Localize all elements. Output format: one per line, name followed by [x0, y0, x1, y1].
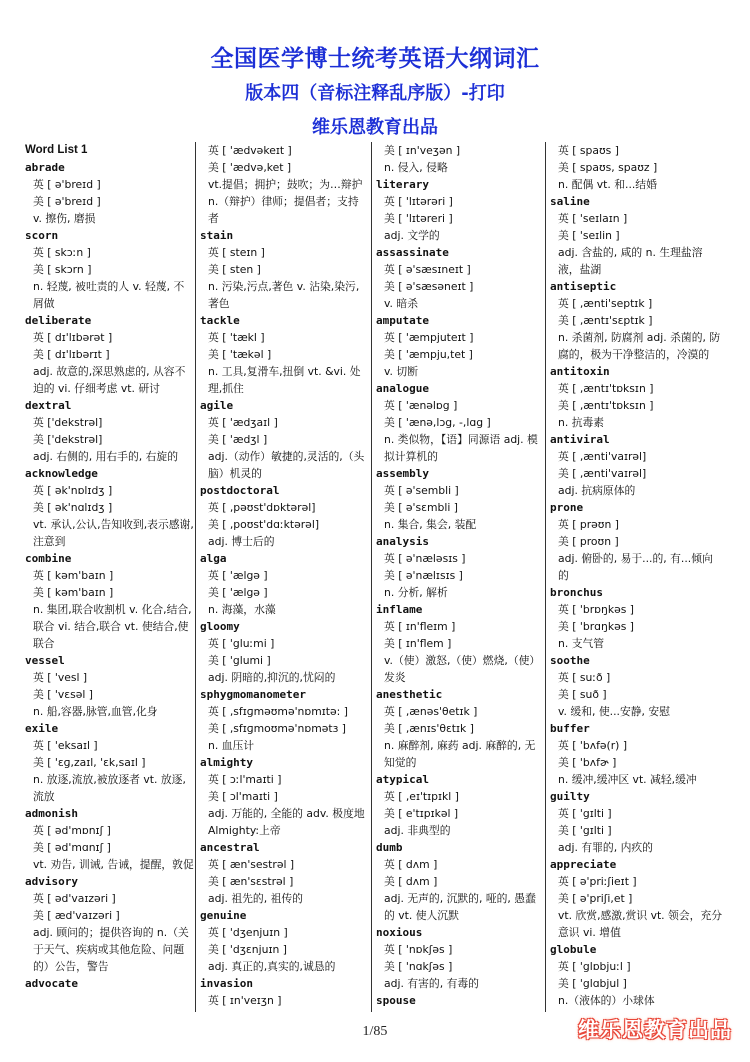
- headword: bronchus: [550, 586, 603, 599]
- entry-line: v. 擦伤, 磨损: [33, 212, 96, 225]
- entry-line: adj. 文学的: [384, 229, 440, 242]
- headword: postdoctoral: [200, 484, 280, 497]
- entry-line: 美 [ 'seɪlin ]: [558, 229, 620, 242]
- entry-line: 美 [ ,poʊst'dɑːktərəl]: [208, 518, 320, 531]
- entry-line: 英 [ 'æmpjuteɪt ]: [384, 331, 474, 344]
- entry-line: adj. 真正的,真实的,诚恳的: [208, 960, 336, 973]
- entry-line: adj. 含盐的, 咸的 n. 生理盐溶液，盐湖: [558, 246, 703, 276]
- entry-line: 美 [ skɔrn ]: [33, 263, 92, 276]
- entry-line: 美 [ ə'sɛmbli ]: [384, 501, 458, 514]
- entry-line: 美 ['dekstrəl]: [33, 433, 103, 446]
- entry-line: 英 [ 'gɪlti ]: [558, 807, 612, 820]
- headword: scorn: [25, 229, 59, 242]
- entry-line: vt.提倡；拥护；鼓吹；为…辩护 n.（辩护）律师；提倡者；支持者: [208, 178, 363, 225]
- entry-line: 英 [ 'dʒenjuɪn ]: [208, 926, 288, 939]
- entry-line: adj. 有罪的, 内疚的: [558, 841, 653, 854]
- entry-line: adj. 无声的, 沉默的, 哑的, 愚蠢的 vt. 使人沉默: [384, 892, 536, 922]
- entry-line: 英 [ prəʊn ]: [558, 518, 619, 531]
- entry-line: 美 [ 'ædvə,ket ]: [208, 161, 292, 174]
- headword: antitoxin: [550, 365, 610, 378]
- entry-line: adj. 万能的, 全能的 adv. 极度地 Almighty:上帝: [208, 807, 365, 837]
- entry-line: 英 [ ,sfɪɡməʊmə'nɒmɪtə: ]: [208, 705, 348, 718]
- entry-line: 美 [ æn'sɛstrəl ]: [208, 875, 294, 888]
- entry-line: 美 [ əd'mɑnɪʃ ]: [33, 841, 111, 854]
- vocab-column-3: [376, 142, 546, 1014]
- entry-line: 美 [ 'dʒɛnjuɪn ]: [208, 943, 287, 956]
- entry-line: 美 [ 'glumi ]: [208, 654, 271, 667]
- headword: appreciate: [550, 858, 617, 871]
- entry-line: 美 [ dɪ'lɪbərɪt ]: [33, 348, 110, 361]
- entry-line: n. 麻醉剂, 麻药 adj. 麻醉的, 无知觉的: [384, 739, 536, 769]
- entry-line: 美 [ 'bʌfɚ ]: [558, 756, 617, 769]
- headword: buffer: [550, 722, 590, 735]
- entry-line: 美 [ 'brɑŋkəs ]: [558, 620, 634, 633]
- entry-line: n. 船,容器,脉管,血管,化身: [33, 705, 158, 718]
- entry-line: 美 [ e'tɪpɪkəl ]: [384, 807, 459, 820]
- entry-line: 英 [ ,ænti'septɪk ]: [558, 297, 653, 310]
- entry-line: 英 [ əd'mɒnɪʃ ]: [33, 824, 111, 837]
- entry-line: 英 ['dekstrəl]: [33, 416, 103, 429]
- entry-line: n. 轻蔑, 被吐责的人 v. 轻蔑, 不屑做: [33, 280, 185, 310]
- entry-line: 英 [ əd'vaɪzəri ]: [33, 892, 116, 905]
- entry-line: 英 [ ,æntɪ'tɒksɪn ]: [558, 382, 654, 395]
- entry-line: 美 [ 'ælgə ]: [208, 586, 268, 599]
- entry-line: 美 [ 'vɛsəl ]: [33, 688, 93, 701]
- vocab-column-4: [550, 142, 723, 1014]
- entry-line: n. 集团,联合收割机 v. 化合,结合,联合 vi. 结合,联合 vt. 使结合,使联合: [33, 603, 192, 650]
- headword: agile: [200, 399, 234, 412]
- entry-line: 美 [ ,æntɪ'tɒksɪn ]: [558, 399, 654, 412]
- entry-line: 美 [ ɔl'maɪti ]: [208, 790, 278, 803]
- headword: saline: [550, 195, 590, 208]
- entry-line: 美 [ ə'sæsəneɪt ]: [384, 280, 474, 293]
- entry-line: 英 [ 'nɒkʃəs ]: [384, 943, 453, 956]
- entry-line: 英 [ 'seɪlaɪn ]: [558, 212, 628, 225]
- entry-line: 美 [ 'ænə,lɔg, -,lɑg ]: [384, 416, 491, 429]
- document-header: [0, 44, 750, 142]
- entry-line: 英 [ 'ædʒaɪl ]: [208, 416, 278, 429]
- entry-line: n. 海藻，水藻: [208, 603, 276, 616]
- headword: vessel: [25, 654, 65, 667]
- headword: analysis: [376, 535, 429, 548]
- entry-line: 美 [ ɪn'flem ]: [384, 637, 452, 650]
- entry-line: 英 [ 'tækl ]: [208, 331, 265, 344]
- entry-line: 英 [ ɪn'fleɪm ]: [384, 620, 456, 633]
- entry-line: 美 [ 'tækəl ]: [208, 348, 272, 361]
- entry-line: adj. 顾问的；提供咨询的 n.（关于天气、疾病或其他危险、问题的）公告，警告: [33, 926, 189, 973]
- entry-line: 美 [ ək'nɑlɪdʒ ]: [33, 501, 113, 514]
- entry-line: n. 配偶 vt. 和...结婚: [558, 178, 657, 191]
- headword: almighty: [200, 756, 253, 769]
- entry-line: 英 [ ə'priːʃieɪt ]: [558, 875, 637, 888]
- entry-line: 美 [ ,ænɪs'θɛtɪk ]: [384, 722, 474, 735]
- entry-line: 英 [ 'lɪtərəri ]: [384, 195, 453, 208]
- word-list-title: Word List 1: [25, 144, 88, 156]
- entry-line: 美 [ suð ]: [558, 688, 607, 701]
- entry-line: 美 [ 'glɑbjul ]: [558, 977, 627, 990]
- entry-line: adj. 故意的,深思熟虑的, 从容不迫的 vi. 仔细考虑 vt. 研讨: [33, 365, 186, 395]
- entry-line: 英 [ 'vesl ]: [33, 671, 88, 684]
- headword: advisory: [25, 875, 78, 888]
- headword: tackle: [200, 314, 240, 327]
- headword: exile: [25, 722, 59, 735]
- entry-line: 英 [ spaʊs ]: [558, 144, 619, 157]
- entry-line: 英 [ 'eksaɪl ]: [33, 739, 98, 752]
- headword: advocate: [25, 977, 78, 990]
- entry-line: 美 [ ,æntɪ'sɛptɪk ]: [558, 314, 653, 327]
- entry-line: 英 [ ə'sæsɪneɪt ]: [384, 263, 471, 276]
- headword: noxious: [376, 926, 423, 939]
- entry-line: 英 [ ,eɪ'tɪpɪkl ]: [384, 790, 459, 803]
- entry-line: n. 工具,复滑车,扭倒 vt. &vi. 处理,抓住: [208, 365, 361, 395]
- entry-line: v.（使）激怒,（使）燃烧,（使）发炎: [384, 654, 541, 684]
- headword: alga: [200, 552, 227, 565]
- headword: globule: [550, 943, 597, 956]
- entry-line: vt. 欣赏,感激,赏识 vt. 领会，充分意识 vi. 增值: [558, 909, 723, 939]
- entry-line: 美 [ ,ænti'vaɪrəl]: [558, 467, 647, 480]
- entry-line: 英 [ 'brɒŋkəs ]: [558, 603, 634, 616]
- headword: assembly: [376, 467, 429, 480]
- entry-line: 英 [ ə'næləsɪs ]: [384, 552, 466, 565]
- entry-line: 英 [ ək'nɒlɪdʒ ]: [33, 484, 113, 497]
- entry-line: 英 [ æn'sestrəl ]: [208, 858, 295, 871]
- headword: prone: [550, 501, 584, 514]
- entry-line: 英 [ ɪn'veɪʒn ]: [208, 994, 282, 1007]
- publisher-line: 维乐恩教育出品: [312, 117, 438, 138]
- entry-line: adj. 有害的, 有毒的: [384, 977, 479, 990]
- entry-line: 英 [ dʌm ]: [384, 858, 438, 871]
- document-subtitle: 版本四（音标注释乱序版）-打印: [245, 83, 505, 104]
- headword: inflame: [376, 603, 423, 616]
- entry-line: adj. 祖先的, 祖传的: [208, 892, 303, 905]
- vocab-column-1: [25, 142, 195, 1014]
- headword: antiseptic: [550, 280, 617, 293]
- entry-line: 美 [ 'ɛɡ,zaɪl, 'ɛk,saɪl ]: [33, 756, 146, 769]
- entry-line: 美 [ ə'priʃi,et ]: [558, 892, 633, 905]
- entry-line: v. 切断: [384, 365, 419, 378]
- entry-line: 美 [ 'gɪlti ]: [558, 824, 612, 837]
- entry-line: 美 [ kəm'baɪn ]: [33, 586, 114, 599]
- entry-line: adj. 阴暗的,抑沉的,忧闷的: [208, 671, 336, 684]
- headword: genuine: [200, 909, 247, 922]
- entry-line: 美 [ ɪn'veʒən ]: [384, 144, 461, 157]
- entry-line: adj. 博士后的: [208, 535, 275, 548]
- headword: invasion: [200, 977, 253, 990]
- entry-line: 美 [ proʊn ]: [558, 535, 619, 548]
- entry-line: n. 放逐,流放,被放逐者 vt. 放逐,流放: [33, 773, 186, 803]
- entry-line: 英 [ ,pəʊst'dɒktərəl]: [208, 501, 316, 514]
- entry-line: 美 [ ə'breɪd ]: [33, 195, 101, 208]
- entry-line: 英 [ 'glɒbjuːl ]: [558, 960, 631, 973]
- headword: soothe: [550, 654, 590, 667]
- entry-line: 美 [ 'lɪtəreri ]: [384, 212, 453, 225]
- entry-line: 英 [ ɔːl'maɪti ]: [208, 773, 282, 786]
- headword: anesthetic: [376, 688, 443, 701]
- vocab-column-2: [200, 142, 368, 1014]
- headword: abrade: [25, 161, 65, 174]
- entry-line: 英 [ kəm'baɪn ]: [33, 569, 114, 582]
- entry-line: adj. 俯卧的, 易于...的, 有...倾向的: [558, 552, 713, 582]
- entry-line: 美 [ ə'nælɪsɪs ]: [384, 569, 463, 582]
- headword: gloomy: [200, 620, 240, 633]
- publisher-watermark: 维乐恩教育出品: [578, 1018, 732, 1042]
- entry-line: adj. 抗病原体的: [558, 484, 636, 497]
- entry-line: 美 [ spaʊs, spaʊz ]: [558, 161, 658, 174]
- entry-line: 美 [ 'nɑkʃəs ]: [384, 960, 453, 973]
- entry-line: 英 [ ,ænti'vaɪrəl]: [558, 450, 647, 463]
- entry-line: vt. 劝告, 训诫, 告诫，提醒，敦促: [33, 858, 194, 871]
- headword: sphygmomanometer: [200, 688, 306, 701]
- entry-line: n. 污染,污点,著色 v. 沾染,染污,著色: [208, 280, 360, 310]
- headword: atypical: [376, 773, 429, 786]
- entry-line: v. 缓和, 使...安静, 安慰: [558, 705, 671, 718]
- entry-line: vt. 承认,公认,告知收到,表示感谢,注意到: [33, 518, 194, 548]
- headword: deliberate: [25, 314, 92, 327]
- entry-line: 美 [ dʌm ]: [384, 875, 438, 888]
- entry-line: n. 血压计: [208, 739, 255, 752]
- entry-line: 英 [ dɪ'lɪbərət ]: [33, 331, 113, 344]
- entry-line: 美 [ 'ædʒl ]: [208, 433, 268, 446]
- headword: antiviral: [550, 433, 610, 446]
- entry-line: adj. 非典型的: [384, 824, 451, 837]
- vocabulary-columns: [25, 142, 727, 1014]
- page-number: 1/85: [362, 1024, 388, 1039]
- headword: analogue: [376, 382, 429, 395]
- entry-line: 英 [ steɪn ]: [208, 246, 265, 259]
- entry-line: 美 [ ,sfɪɡmoʊmə'nɒmətɜ ]: [208, 722, 346, 735]
- headword: guilty: [550, 790, 590, 803]
- headword: acknowledge: [25, 467, 98, 480]
- entry-line: 英 [ 'bʌfə(r) ]: [558, 739, 628, 752]
- entry-line: 英 [ skɔːn ]: [33, 246, 91, 259]
- entry-line: 英 [ ə'sembli ]: [384, 484, 459, 497]
- document-title: 全国医学博士统考英语大纲词汇: [210, 46, 540, 72]
- entry-line: 英 [ ,ænəs'θetɪk ]: [384, 705, 478, 718]
- entry-line: n. 缓冲,缓冲区 vt. 减轻,缓冲: [558, 773, 697, 786]
- entry-line: n. 集合, 集会, 装配: [384, 518, 477, 531]
- headword: literary: [376, 178, 429, 191]
- entry-line: 英 [ ə'breɪd ]: [33, 178, 101, 191]
- entry-line: 英 [ suːð ]: [558, 671, 611, 684]
- entry-line: adj. 右侧的, 用右手的, 右旋的: [33, 450, 179, 463]
- entry-line: adj.（动作）敏捷的,灵活的,（头脑）机灵的: [208, 450, 365, 480]
- headword: dumb: [376, 841, 403, 854]
- entry-line: n. 类似物，【语】同源语 adj. 模拟计算机的: [384, 433, 538, 463]
- entry-line: 英 [ 'gluːmi ]: [208, 637, 275, 650]
- entry-line: n. 支气管: [558, 637, 605, 650]
- entry-line: n.（液体的）小球体: [558, 994, 655, 1007]
- headword: combine: [25, 552, 72, 565]
- headword: admonish: [25, 807, 78, 820]
- headword: spouse: [376, 994, 416, 1007]
- headword: amputate: [376, 314, 429, 327]
- entry-line: n. 杀菌剂, 防腐剂 adj. 杀菌的, 防腐的，极为干净整洁的，冷漠的: [558, 331, 721, 361]
- entry-line: n. 侵入, 侵略: [384, 161, 448, 174]
- headword: stain: [200, 229, 234, 242]
- entry-line: 英 [ 'ædvəkeɪt ]: [208, 144, 292, 157]
- entry-line: 美 [ 'æmpju,tet ]: [384, 348, 473, 361]
- entry-line: n. 抗毒素: [558, 416, 605, 429]
- entry-line: n. 分析, 解析: [384, 586, 448, 599]
- headword: ancestral: [200, 841, 260, 854]
- entry-line: 美 [ æd'vaɪzəri ]: [33, 909, 120, 922]
- headword: dextral: [25, 399, 72, 412]
- entry-line: 美 [ sten ]: [208, 263, 261, 276]
- entry-line: 英 [ 'ænəlɒg ]: [384, 399, 458, 412]
- entry-line: 英 [ 'ælgə ]: [208, 569, 268, 582]
- headword: assassinate: [376, 246, 449, 259]
- entry-line: v. 暗杀: [384, 297, 419, 310]
